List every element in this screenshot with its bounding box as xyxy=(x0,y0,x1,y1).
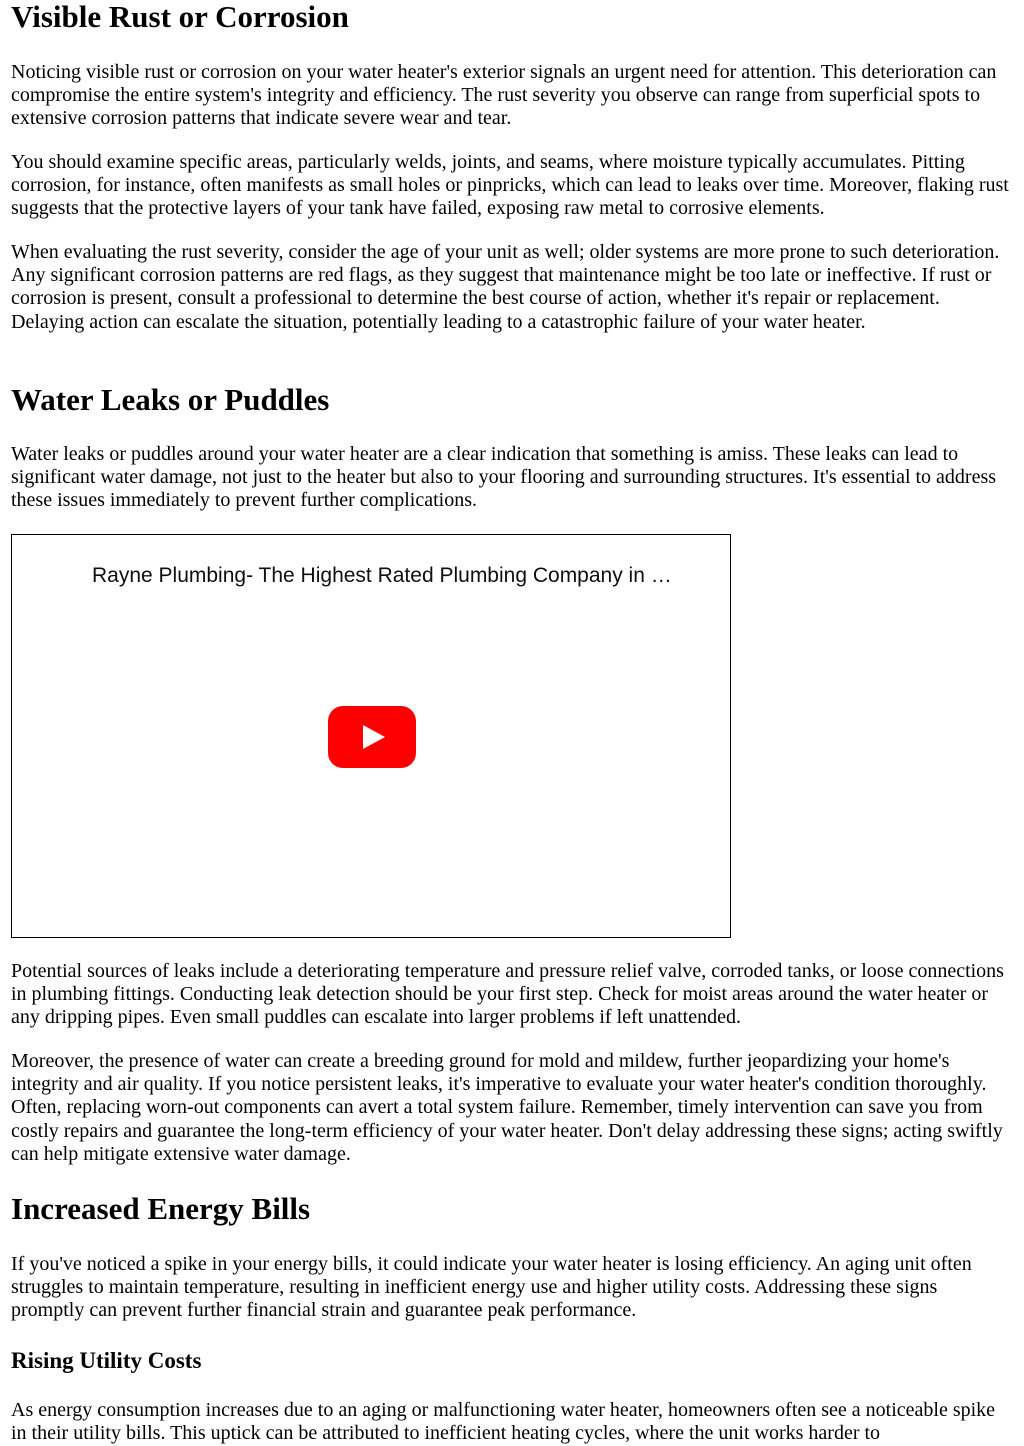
heading-rust-corrosion: Visible Rust or Corrosion xyxy=(11,0,349,34)
paragraph: When evaluating the rust severity, consider the age of your unit as well; older systems are more prone to such deterioration. Any significant corrosion patterns are red flags, as they suggest that maintenance might be too late or ineffective. If rust or corrosion is present, consult a professional to determine the best course of action, whether it's repair or replacement. Delaying action can escalate the situation, potentially leading to a catastrophic failure of your water heater. xyxy=(11,241,1000,333)
youtube-play-icon[interactable] xyxy=(328,706,416,768)
paragraph: Potential sources of leaks include a deteriorating temperature and pressure relief valve, corroded tanks, or loose connections in plumbing fittings. Conducting leak detection should be your first step. Check for moist areas around the water heater or any dripping pipes. Even small puddles can escalate into larger problems if left unattended. xyxy=(11,960,1004,1029)
heading-water-leaks: Water Leaks or Puddles xyxy=(11,382,330,417)
paragraph: You should examine specific areas, particularly welds, joints, and seams, where moisture typically accumulates. Pitting corrosion, for instance, often manifests as small holes or pinpricks, which can lead to leaks over time. Moreover, flaking rust suggests that the protective layers of your tank have failed, exposing raw metal to corrosive elements. xyxy=(11,151,1009,220)
paragraph: Noticing visible rust or corrosion on your water heater's exterior signals an urgent need for attention. This deterioration can compromise the entire system's integrity and efficiency. The rust severity you observe can range from superficial spots to extensive corrosion patterns that indicate severe wear and tear. xyxy=(11,61,997,130)
video-title[interactable]: Rayne Plumbing- The Highest Rated Plumbing Company in … xyxy=(92,564,672,587)
paragraph: If you've noticed a spike in your energy bills, it could indicate your water heater is losing efficiency. An aging unit often struggles to maintain temperature, resulting in inefficient energy use and higher utility costs. Addressing these signs promptly can prevent further financial strain and guarantee peak performance. xyxy=(11,1253,972,1322)
subheading-rising-utility-costs: Rising Utility Costs xyxy=(11,1348,202,1373)
paragraph: Water leaks or puddles around your water heater are a clear indication that something is amiss. These leaks can lead to significant water damage, not just to the heater but also to your flooring and surrounding structures. It's essential to address these issues immediately to prevent further complications. xyxy=(11,443,997,512)
paragraph: As energy consumption increases due to an aging or malfunctioning water heater, homeowners often see a noticeable spike in their utility bills. This uptick can be attributed to inefficient heating cycles, where the unit works harder to xyxy=(11,1399,996,1445)
paragraph: Moreover, the presence of water can create a breeding ground for mold and mildew, further jeopardizing your home's integrity and air quality. If you notice persistent leaks, it's imperative to evaluate your water heater's condition thoroughly. Often, replacing worn-out components can avert a total system failure. Remember, timely intervention can save you from costly repairs and guarantee the long-term efficiency of your water heater. Don't delay addressing these signs; acting swiftly can help mitigate extensive water damage. xyxy=(11,1050,1003,1165)
video-embed[interactable] xyxy=(11,534,731,938)
heading-energy-bills: Increased Energy Bills xyxy=(11,1191,311,1226)
